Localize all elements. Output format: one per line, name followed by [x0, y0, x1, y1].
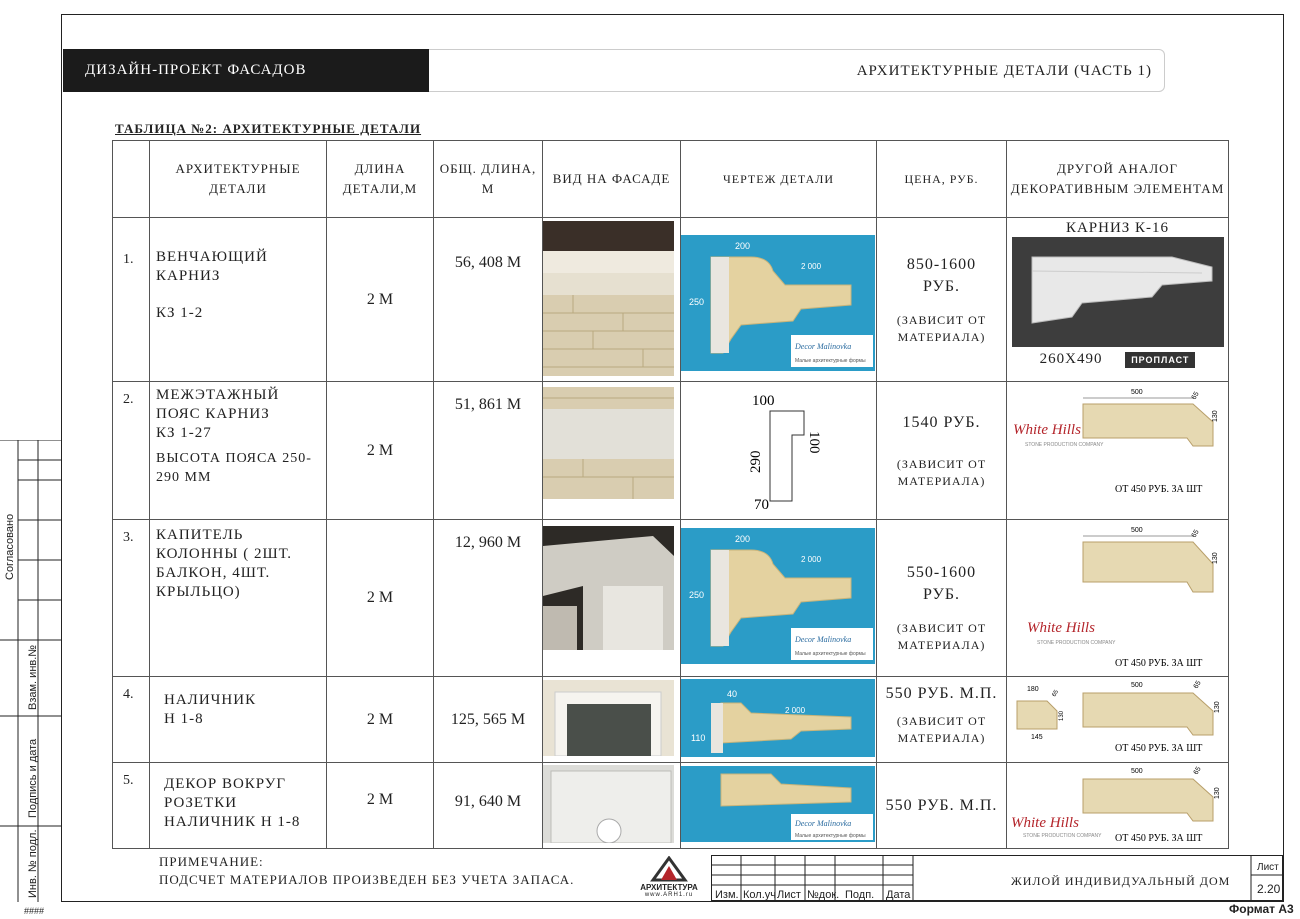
col-total: ОБЩ. ДЛИНА, М [434, 141, 543, 218]
analog-title: КАРНИЗ К-16 [1065, 220, 1170, 236]
svg-text:250: 250 [689, 297, 705, 307]
price: 850-1600 РУБ. [906, 255, 977, 295]
svg-text:130: 130 [1212, 552, 1219, 564]
agreed-label: Согласовано [4, 513, 16, 580]
profile-drawing [681, 235, 875, 371]
row-number: 3. [113, 520, 150, 677]
detail-length: 2 М [327, 763, 434, 849]
svg-text:70: 70 [753, 497, 769, 513]
col-price: ЦЕНА, РУБ. [877, 141, 1007, 218]
svg-text:180: 180 [1027, 686, 1039, 693]
price-note: (ЗАВИСИТ ОТ МАТЕРИАЛА) [896, 312, 987, 344]
inv-orig-label: Инв. № подл. [27, 829, 39, 898]
table-caption: ТАБЛИЦА №2: АРХИТЕКТУРНЫЕ ДЕТАЛИ [115, 121, 422, 136]
svg-text:500: 500 [1131, 389, 1143, 396]
svg-text:130: 130 [1214, 701, 1221, 713]
analog-price: ОТ 450 РУБ. ЗА ШТ [1115, 658, 1203, 669]
detail-total: 56, 408 М [434, 218, 543, 382]
col-length: ДЛИНА ДЕТАЛИ,М [327, 141, 434, 218]
svg-text:Лист: Лист [777, 889, 801, 901]
brand-logo: Decor Malinovka [795, 635, 852, 644]
proplast-logo: ПРОПЛАСТ [1125, 352, 1195, 368]
svg-text:№док.: №док. [807, 889, 840, 901]
svg-text:Кол.уч: Кол.уч [743, 889, 776, 901]
logo-url: www.ARH1.ru [644, 892, 694, 898]
table-row [113, 520, 1229, 677]
svg-text:500: 500 [1131, 527, 1143, 534]
whitehills-logo: White Hills [1027, 620, 1095, 636]
svg-text:Дата: Дата [886, 889, 911, 901]
svg-text:500: 500 [1131, 768, 1143, 775]
svg-text:65: 65 [1190, 528, 1201, 539]
price-note: (ЗАВИСИТ ОТ МАТЕРИАЛА) [896, 456, 987, 488]
analog-image [1007, 520, 1227, 670]
project-title-bar: ДИЗАЙН-ПРОЕКТ ФАСАДОВ [63, 49, 429, 92]
analog-image [1007, 763, 1227, 843]
profile-drawing [681, 766, 875, 842]
detail-length: 2 М [327, 520, 434, 677]
detail-total: 125, 565 М [434, 677, 543, 763]
table-row [113, 763, 1229, 849]
svg-text:130: 130 [1059, 710, 1065, 721]
detail-length: 2 М [327, 218, 434, 382]
svg-text:2 000: 2 000 [801, 262, 822, 271]
detail-total: 91, 640 М [434, 763, 543, 849]
svg-text:STONE PRODUCTION COMPANY: STONE PRODUCTION COMPANY [1025, 442, 1104, 448]
detail-code: Н 1-8 [164, 711, 204, 727]
col-num [113, 141, 150, 218]
detail-length: 2 М [327, 382, 434, 520]
price: 1540 РУБ. [902, 413, 981, 431]
svg-text:2 000: 2 000 [801, 555, 822, 564]
svg-text:290: 290 [747, 450, 764, 473]
svg-text:Малые архитектурные формы: Малые архитектурные формы [795, 358, 866, 364]
detail-length: 2 М [327, 677, 434, 763]
price-note: (ЗАВИСИТ ОТ МАТЕРИАЛА) [896, 714, 987, 745]
whitehills-logo: White Hills [1013, 422, 1081, 438]
facade-photo [543, 526, 674, 650]
row-number: 1. [113, 218, 150, 382]
svg-text:200: 200 [735, 534, 751, 544]
detail-name: ВЕНЧАЮЩИЙ КАРНИЗ [156, 249, 268, 284]
corner-mark: #### [24, 906, 45, 916]
svg-text:2 000: 2 000 [785, 706, 806, 715]
price-note: (ЗАВИСИТ ОТ МАТЕРИАЛА) [896, 621, 987, 652]
svg-text:Лист: Лист [1257, 862, 1279, 873]
svg-text:65: 65 [1051, 689, 1061, 698]
col-view: ВИД НА ФАСАДЕ [543, 141, 681, 218]
analog-image [1012, 237, 1224, 347]
svg-text:145: 145 [1031, 734, 1043, 741]
facade-photo [543, 765, 674, 843]
analog-size: 260Х490 [1039, 351, 1103, 367]
col-analog: ДРУГОЙ АНАЛОГ ДЕКОРАТИВНЫМ ЭЛЕМЕНТАМ [1007, 141, 1229, 218]
facade-photo [543, 221, 674, 376]
detail-total: 12, 960 М [434, 520, 543, 677]
side-strip [0, 440, 62, 902]
brand-logo: Decor Malinovka [795, 342, 852, 351]
table-row [113, 382, 1229, 520]
analog-image [1007, 382, 1227, 500]
detail-code: НАЛИЧНИК Н 1-8 [164, 814, 301, 830]
detail-name: МЕЖЭТАЖНЫЙ ПОЯС КАРНИЗ [156, 387, 280, 422]
analog-price: ОТ 450 РУБ. ЗА ШТ [1115, 833, 1203, 843]
svg-text:130: 130 [1212, 410, 1219, 422]
col-details: АРХИТЕКТУРНЫЕ ДЕТАЛИ [150, 141, 327, 218]
profile-drawing [682, 385, 876, 515]
row-number: 2. [113, 382, 150, 520]
whitehills-logo: White Hills [1011, 815, 1079, 831]
svg-text:STONE PRODUCTION COMPANY: STONE PRODUCTION COMPANY [1037, 640, 1116, 646]
profile-drawing [681, 679, 875, 757]
sheet-format: Формат А3 [1229, 902, 1294, 916]
brand-logo: Decor Malinovka [795, 819, 852, 828]
logo-triangle-icon [649, 856, 689, 882]
facade-photo [543, 680, 674, 756]
table-header-row [113, 141, 1229, 218]
facade-photo [543, 387, 674, 499]
row-number: 4. [113, 677, 150, 763]
svg-text:100: 100 [751, 393, 774, 409]
svg-text:2.20: 2.20 [1257, 882, 1281, 896]
svg-text:100: 100 [805, 431, 822, 454]
svg-text:65: 65 [1192, 765, 1203, 776]
price: 550-1600 РУБ. [906, 564, 977, 603]
section-title-bar: АРХИТЕКТУРНЫЕ ДЕТАЛИ (ЧАСТЬ 1) [429, 49, 1165, 92]
svg-text:65: 65 [1190, 390, 1201, 401]
svg-text:Подп.: Подп. [845, 889, 875, 901]
note-title: ПРИМЕЧАНИЕ: [159, 854, 264, 869]
price: 550 РУБ. М.П. [877, 763, 1007, 849]
title-block [711, 855, 1283, 901]
col-drawing: ЧЕРТЕЖ ДЕТАЛИ [681, 141, 877, 218]
detail-name: ДЕКОР ВОКРУГ РОЗЕТКИ [164, 776, 287, 811]
company-logo [628, 856, 710, 902]
svg-text:250: 250 [689, 590, 705, 600]
logo-text: АРХИТЕКТУРА [640, 883, 698, 892]
analog-price: ОТ 450 РУБ. ЗА ШТ [1115, 484, 1203, 495]
row-number: 5. [113, 763, 150, 849]
svg-text:200: 200 [735, 241, 751, 251]
analog-price: ОТ 450 РУБ. ЗА ШТ [1115, 743, 1203, 754]
detail-extra: ВЫСОТА ПОЯСА 250-290 ММ [156, 451, 312, 485]
detail-name: НАЛИЧНИК [164, 692, 257, 708]
svg-text:500: 500 [1131, 682, 1143, 689]
project-name: ЖИЛОЙ ИНДИВИДУАЛЬНЫЙ ДОМ [1011, 874, 1231, 888]
table-row [113, 218, 1229, 382]
detail-total: 51, 861 М [434, 382, 543, 520]
svg-text:65: 65 [1192, 679, 1203, 690]
analog-image [1007, 677, 1227, 757]
details-table [112, 140, 1229, 849]
svg-text:STONE PRODUCTION COMPANY: STONE PRODUCTION COMPANY [1023, 833, 1102, 839]
svg-text:110: 110 [691, 733, 706, 743]
detail-code: КЗ 1-2 [156, 305, 204, 321]
svg-text:130: 130 [1214, 787, 1221, 799]
profile-drawing [681, 528, 875, 664]
svg-text:Малые архитектурные формы: Малые архитектурные формы [795, 833, 866, 839]
svg-text:Изм.: Изм. [715, 889, 739, 901]
detail-name: КАПИТЕЛЬ КОЛОННЫ ( 2ШТ. БАЛКОН, 4ШТ. КРЫЛЬЦО) [150, 520, 327, 677]
detail-code: КЗ 1-27 [156, 425, 212, 441]
svg-text:Малые архитектурные формы: Малые архитектурные формы [795, 651, 866, 657]
note-text: ПОДСЧЕТ МАТЕРИАЛОВ ПРОИЗВЕДЕН БЕЗ УЧЕТА ЗАПАСА. [159, 872, 575, 887]
sign-date-label: Подпись и дата [27, 738, 39, 818]
svg-text:40: 40 [727, 689, 738, 699]
inv-replace-label: Взам. инв.№ [27, 644, 39, 710]
price: 550 РУБ. М.П. [885, 685, 998, 702]
table-row [113, 677, 1229, 763]
